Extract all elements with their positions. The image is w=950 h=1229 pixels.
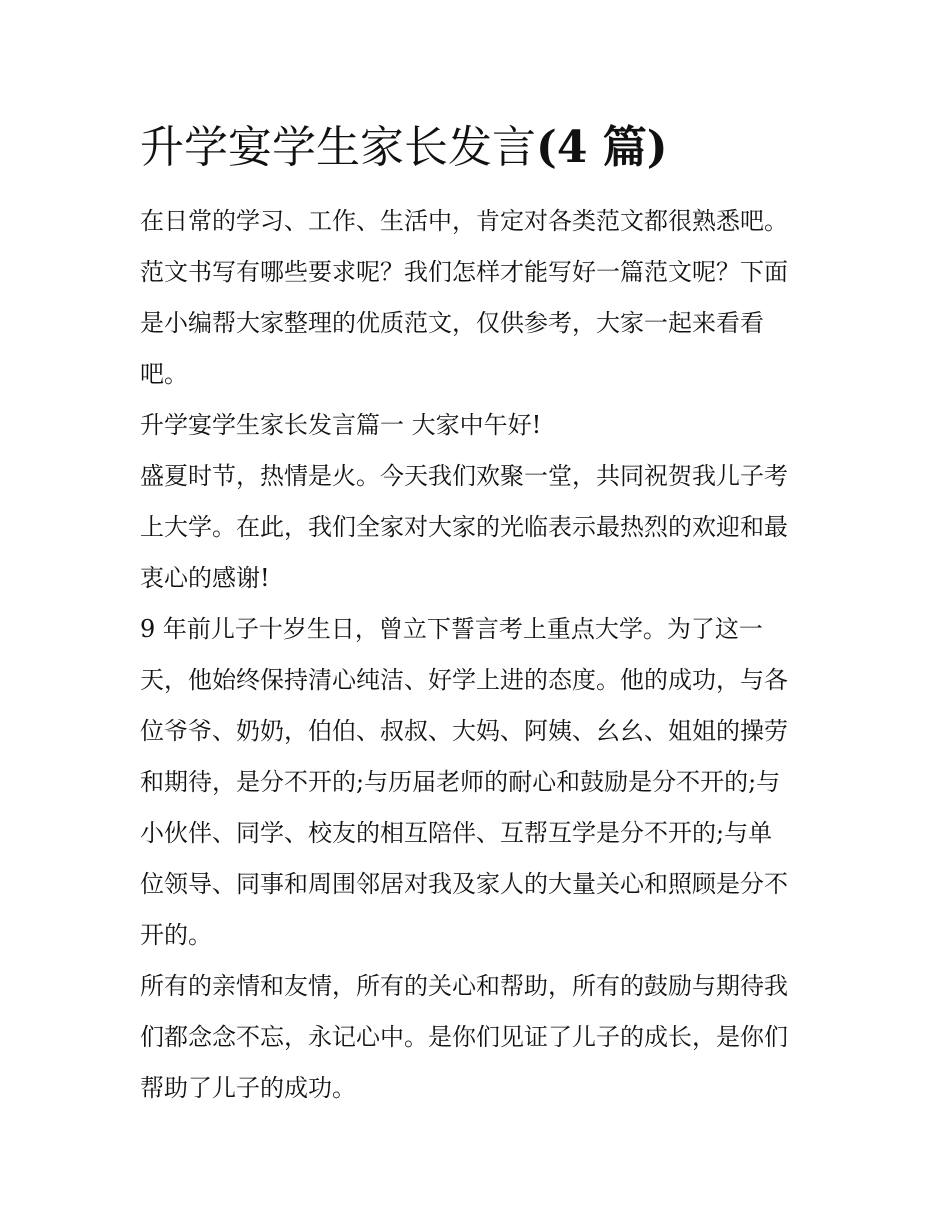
text-line: 所有的亲情和友情，所有的关心和帮助，所有的鼓励与期待我 xyxy=(140,972,788,1000)
paragraph-greeting xyxy=(140,451,820,604)
paragraph-thanks xyxy=(140,961,820,1114)
document-title xyxy=(140,118,668,178)
text-line: 9 年前儿子十岁生日，曾立下誓言考上重点大学。为了这一 xyxy=(140,615,763,643)
paragraph-story xyxy=(140,604,820,961)
text-line: 开的。 xyxy=(140,921,212,949)
document-body xyxy=(140,196,820,1114)
text-line: 天，他始终保持清心纯洁、好学上进的态度。他的成功，与各 xyxy=(140,666,788,694)
text-line: 盛夏时节，热情是火。今天我们欢聚一堂，共同祝贺我儿子考 xyxy=(140,462,788,490)
title-main: 升学宴学生家长发言 xyxy=(140,122,536,173)
text-line: 是小编帮大家整理的优质范文，仅供参考，大家一起来看看 xyxy=(140,309,764,337)
text-line: 帮助了儿子的成功。 xyxy=(140,1074,356,1102)
paragraph-heading-one xyxy=(140,400,820,451)
title-suffix: (4 篇) xyxy=(536,122,668,173)
text-line: 小伙伴、同学、校友的相互陪伴、互帮互学是分不开的;与单 xyxy=(140,819,773,847)
text-line: 位领导、同事和周围邻居对我及家人的大量关心和照顾是分不 xyxy=(140,870,788,898)
text-line: 们都念念不忘，永记心中。是你们见证了儿子的成长，是你们 xyxy=(140,1023,788,1051)
text-line: 和期待，是分不开的;与历届老师的耐心和鼓励是分不开的;与 xyxy=(140,768,781,796)
text-line: 在日常的学习、工作、生活中，肯定对各类范文都很熟悉吧。 xyxy=(140,207,788,235)
text-line: 升学宴学生家长发言篇一 大家中午好! xyxy=(140,411,542,439)
text-line: 吧。 xyxy=(140,360,188,388)
text-line: 衷心的感谢! xyxy=(140,564,270,592)
text-line: 位爷爷、奶奶，伯伯、叔叔、大妈、阿姨、幺幺、姐姐的操劳 xyxy=(140,717,788,745)
text-line: 范文书写有哪些要求呢？我们怎样才能写好一篇范文呢？下面 xyxy=(140,258,788,286)
text-line: 上大学。在此，我们全家对大家的光临表示最热烈的欢迎和最 xyxy=(140,513,788,541)
paragraph-intro xyxy=(140,196,820,400)
